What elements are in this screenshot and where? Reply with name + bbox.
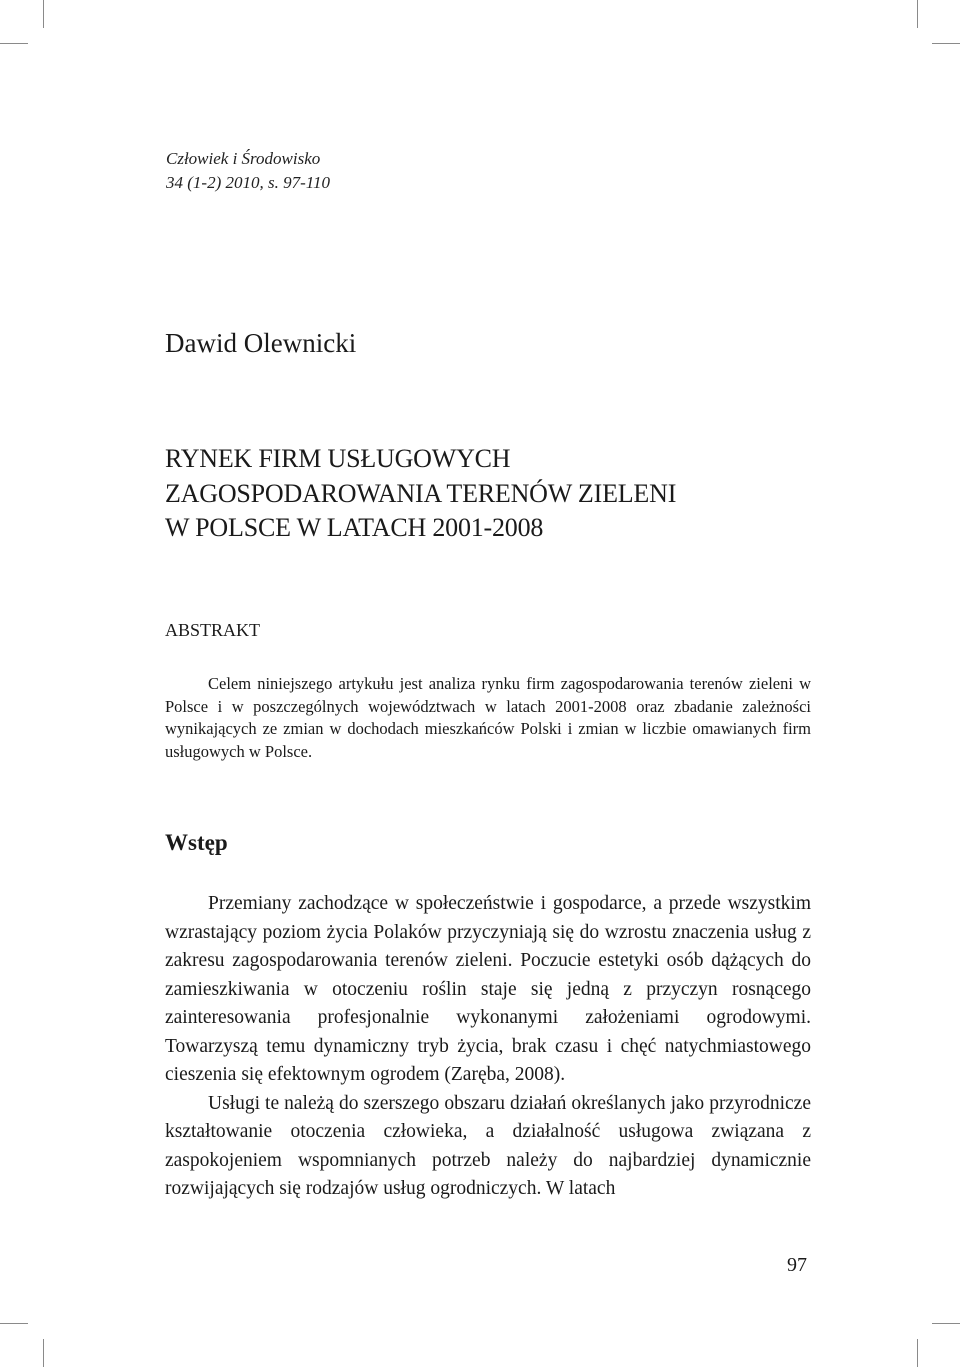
journal-name: Człowiek i Środowisko (166, 149, 321, 168)
journal-citation: 34 (1-2) 2010, s. 97-110 (166, 173, 330, 192)
section-heading: Wstęp (165, 830, 228, 855)
crop-mark-top-left-horizontal (0, 43, 28, 44)
crop-mark-bottom-left-horizontal (0, 1323, 28, 1324)
crop-mark-bottom-right (917, 1339, 918, 1367)
author-name: Dawid Olewnicki (165, 328, 357, 358)
crop-mark-top-left (43, 0, 44, 28)
journal-info (166, 147, 330, 195)
section-body (165, 890, 811, 1204)
title-line: W POLSCE W LATACH 2001-2008 (165, 513, 544, 542)
page-number: 97 (787, 1254, 807, 1276)
abstract-label: ABSTRAKT (165, 620, 261, 640)
crop-mark-bottom-right-horizontal (932, 1323, 960, 1324)
abstract-text: Celem niniejszego artykułu jest analiza rynku firm zagospodarowania terenów zieleni w Polsce i w poszczególnych województwach w latach 2001-2008 oraz zbadanie zależności wynikających ze zmian w dochodach mieszkańców Polski i zmian w liczbie omawianych firm usługowych w Polsce. (165, 674, 811, 761)
body-paragraph: Usługi te należą do szerszego obszaru działań określanych jako przyrodnicze kształtowanie otoczenia człowieka, a działalność usługowa związana z zaspokojeniem wspomnianych potrzeb należy do najbardziej dynamicznie rozwijających się rodzajów usług ogrodniczych. W latach (165, 1092, 811, 1199)
article-title (165, 442, 676, 546)
title-line: ZAGOSPODAROWANIA TERENÓW ZIELENI (165, 478, 677, 508)
crop-mark-bottom-left (43, 1339, 44, 1367)
title-line: RYNEK FIRM USŁUGOWYCH (165, 444, 511, 473)
body-paragraph: Przemiany zachodzące w społeczeństwie i gospodarce, a przede wszystkim wzrastający poziom życia Polaków przyczyniają się do wzrostu znaczenia usług z zakresu zagospodarowania terenów zieleni. Poczucie estetyki osób dążących do zamieszkiwania w otoczeniu roślin staje się jedną z przyczyn rosnącego zainteresowania profesjonalnie wykonanymi założeniami ogrodowymi. Towarzyszą temu dynamiczny tryb życia, brak czasu i chęć natychmiastowego cieszenia się efektownym ogrodem (Zaręba, 2008). (165, 893, 811, 1085)
crop-mark-top-right (917, 0, 918, 28)
crop-mark-top-right-horizontal (932, 43, 960, 44)
